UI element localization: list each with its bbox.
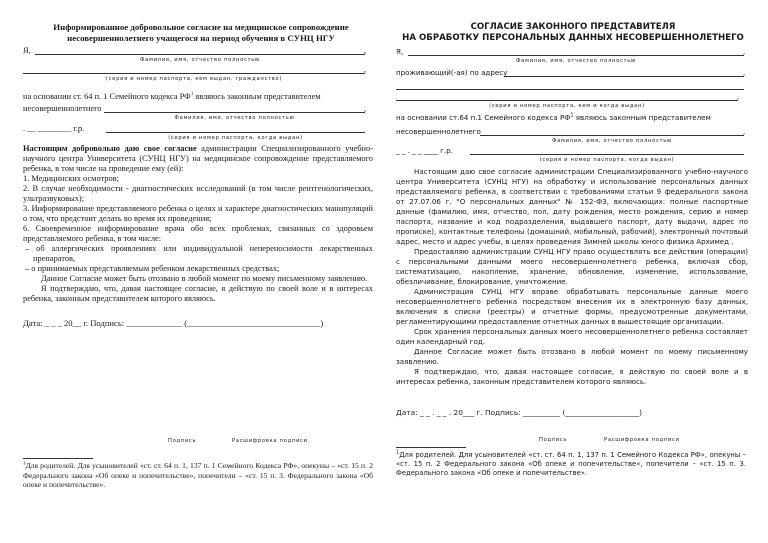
- ya-label: Я,: [396, 47, 404, 56]
- fio-line[interactable]: [408, 55, 744, 56]
- personal-data-title-line2: НА ОБРАБОТКУ ПЕРСОНАЛЬНЫХ ДАННЫХ НЕСОВЕРШЕННОЛЕТНЕГО: [402, 33, 744, 43]
- medical-consent-form: Информированное добровольное согласие на медицинское сопровождение несовершеннолетнего учащегося на период обучения в СУНЦ НГУ Я, , Фамилия, имя, отчество полностью , (серия и номер паспорта, кем выдан, гражданство) на основании ст. 64 п. 1 Семейного кодекса $РФ^1$ являюсь законным представителем несовершеннолетнего , Фамилия, имя, отчество полностью . __ ________ г.р. (серия и номер паспорта, когда выдан) Настоящим добровольно даю свое согласие администрации Специализированного учебно-научного центра Университета (СУНЦ НГУ) на медицинское сопровождение представляемого ребенка, в том числе на проведение ему (ей): 1. Медицинских осмотров; 2. В случае необходимости - диагностических исследований (в том числе рентгенологических, ультразвуковых); 3. Информирование представляемого ребенка о целях и характере диагностических манипуляций о том, что предстоит делать во время их проведения; 6. Своевременное информирование врача обо всех проблемах, связанных со здоровьем представляемого ребенка, в том числе: – об аллергических проявлениях или индивидуальной непереносимости лекарственных препаратов, – о принимаемых представляемым ребенком лекарственных средствах; Данное Согласие может быть отозвано в любой момент по моему письменному заявлению. Я подтверждаю, что, давая настоящее согласие, я действую по своей воле и в интересах ребенка, законным представителем которого являюсь. Дата: _ _ _ 20__ г. Подпись: _____________ (_______________________________) Подпись Расшифровка подписи $^1$Для родителей. Для усыновителей «ст. ст. 64 п. 1, 137 п. 1 Семейного Кодекса РФ», опекуны – «ст. 15 п. 2 Федерального закона «Об опеке и попечительстве», попечители – «ст. 15 п. 3. Федерального закона «Об опеке и попечительстве».: [23, 22, 373, 489]
- minor-fio-hint: Фамилия, имя, отчество полностью: [174, 115, 295, 121]
- minor-label: несовершеннолетнего: [23, 104, 102, 113]
- birth-date: _ _ . _ _ ____ г.р.: [396, 146, 453, 155]
- minor-fio-hint: Фамилия, имя, отчество полностью: [551, 138, 673, 144]
- personal-data-title-line1: СОГЛАСИЕ ЗАКОННОГО ПРЕДСТАВИТЕЛЯ: [470, 22, 676, 32]
- signature-caption: Подпись: [539, 437, 568, 443]
- passport-line[interactable]: [23, 73, 365, 74]
- ya-label: Я,: [23, 46, 31, 55]
- address-label: проживающий(-ая) по адресу: [396, 68, 508, 77]
- minor-label: несовершеннолетнего: [396, 127, 481, 136]
- address-line[interactable]: [504, 76, 744, 77]
- paragraph-purpose: Настоящим даю свое согласие администрации Специализированного учебно-научного центра Университета (СУНЦ НГУ) на обработку и использование персональных данных представляемого ребенка, в соответствии с требованиями статьи 9 федерального закона от 27.07.06 г. "О персональных данных" № 152-ФЗ, включающих: полные паспортные данные (фамилию, имя, отчество, пол, дату рождения, место рождения, серию и номер паспорта, название и код подразделения, выдавшего паспорт, дату выдачи, адрес по прописке), контактные телефоны (домашний, мобильный, рабочий), электронный почтовый адрес, место и адрес учебы, в целях проведения Зимней школы юного физика Архимед .: [396, 167, 748, 246]
- date-signature-line[interactable]: Дата: _ _ _ 20__ г. Подпись: _____________ (_______________________________): [23, 318, 324, 328]
- minor-fio-line[interactable]: [104, 112, 365, 113]
- footnote: $^1$Для родителей. Для усыновителей «ст. ст. 64 п. 1, 137 п. 1 Семейного Кодекса РФ», опекуны – «ст. 15 п. 2 Федерального закона «Об опеке и попечительстве», попечители – «ст. 15 п. 3. Федерального закона «Об опеке и попечительстве».: [23, 461, 373, 489]
- decode-caption: Расшифровка подписи: [232, 438, 308, 444]
- footnote: $^1$Для родителей. Для усыновителей «ст. ст. 64 п. 1, 137 п. 1 Семейного Кодекса РФ», опекуны – «ст. 15 п. 2 Федерального закона «Об опеке и попечительстве», попечители – «ст. 15 п. 3. Федерального закона «Об опеке и попечительстве».: [396, 449, 746, 478]
- passport-line[interactable]: [396, 100, 738, 101]
- subitem-allergy: – об аллергических проявлениях или индивидуальной непереносимости лекарственных препаратов,: [25, 244, 373, 263]
- date-signature-line[interactable]: Дата: _ _ . _ _ . 20___ г. Подпись: __________ (____________________): [396, 408, 643, 417]
- subitem-medicine: – о принимаемых представляемым ребенком лекарственных средствах;: [25, 264, 280, 273]
- decode-caption: Расшифровка подписи: [604, 437, 680, 443]
- minor-passport-line[interactable]: [470, 154, 744, 155]
- passport-hint: (серия и номер паспорта, кем выдан, гражданство): [105, 76, 283, 82]
- address-line-2[interactable]: [396, 89, 744, 90]
- revoke-text: Данное Согласие может быть отозвано в любой момент по моему письменному заявлению.: [41, 274, 368, 283]
- minor-fio-line[interactable]: [480, 135, 744, 136]
- basis-text: на основании ст. 64 п. 1 Семейного кодекса $РФ^1$ являюсь законным представителем: [23, 92, 321, 101]
- consent-body: Настоящим добровольно даю свое согласие администрации Специализированного учебно-научного центра Университета (СУНЦ НГУ) на медицинское сопровождение представляемого ребенка, в том числе на проведение ему (ей): 1. Медицинских осмотров; 2. В случае необходимости - диагностических исследований (в том числе рентгенологических, ультразвуковых); 3. Информирование представляемого ребенка о целях и характере диагностических манипуляций о том, что предстоит делать во время их проведения; 6. Своевременное информирование врача обо всех проблемах, связанных со здоровьем представляемого ребенка, в том числе: – об аллергических проявлениях или индивидуальной непереносимости лекарственных препаратов, – о принимаемых представляемым ребенком лекарственных средствах; Данное Согласие может быть отозвано в любой момент по моему письменному заявлению. Я подтверждаю, что, давая настоящее согласие, я действую по своей воле и в интересах ребенка, законным представителем которого являюсь.: [23, 144, 373, 303]
- consent-bold: Настоящим добровольно даю свое согласие: [23, 144, 197, 153]
- minor-passport-hint: (серия и номер паспорта, когда выдан): [168, 135, 303, 141]
- consent-body: [396, 167, 748, 387]
- paragraph-database: Администрация СУНЦ НГУ вправе обрабатывать персональные данные моего несовершеннолетнего ребенка посредством внесения их в электронную базу данных, включения в списки (реестры) и отчетные формы, предусмотренные документами, регламентирующими предоставление отчетных данных в вышестоящие организации.: [396, 287, 748, 326]
- item-2: 2. В случае необходимости - диагностических исследований (в том числе рентгенологических, ультразвуковых);: [23, 184, 373, 203]
- paragraph-retention: Срок хранения персональных данных моего несовершеннолетнего ребенка составляет один календарный год.: [396, 327, 748, 346]
- footnote-rule: [396, 447, 466, 448]
- item-3: 3. Информирование представляемого ребенка о целях и характере диагностических манипуляций о том, что предстоит делать во время их проведения;: [23, 204, 373, 223]
- confirm-text: Я подтверждаю, что, давая настоящее согласие, я действую по своей воле и в интересах ребенка, законным представителем которого являюсь.: [23, 284, 373, 303]
- personal-data-consent-form: СОГЛАСИЕ ЗАКОННОГО ПРЕДСТАВИТЕЛЯ НА ОБРАБОТКУ ПЕРСОНАЛЬНЫХ ДАННЫХ НЕСОВЕРШЕННОЛЕТНЕГО Я, , Фамилия, имя, отчество полностью проживающий(-ая) по адресу , , (серия и номер паспорта, кем и когда выдан) на основании ст.64 п.1 Семейного кодекса $РФ^1$ являюсь законным представителем несовершеннолетнего , Фамилия, имя, отчество полностью _ _ . _ _ ____ г.р. (серия и номер паспорта, когда выдан) Настоящим даю свое согласие администрации Специализированного учебно-научного центра Университета (СУНЦ НГУ) на обработку и использование персональных данных представляемого ребенка, в соответствии с требованиями статьи 9 федерального закона от 27.07.06 г. "О персональных данных" № 152-ФЗ, включающих: полные паспортные данные (фамилию, имя, отчество, пол, дату рождения, место рождения, серию и номер паспорта, название и код подразделения, выдавшего паспорт, дату выдачи, адрес по прописке), контактные телефоны (домашний, мобильный, рабочий), электронный почтовый адрес, место и адрес учебы, в целях проведения Зимней школы юного физика Архимед . Предоставляю администрации СУНЦ НГУ право осуществлять все действия (операции) с персональными данными моего несовершеннолетнего ребенка, включая сбор, систематизацию, накопление, хранение, обновление, изменение, использование, обезличивание, блокирование, уничтожение. Администрация СУНЦ НГУ вправе обрабатывать персональные данные моего несовершеннолетнего ребенка посредством внесения их в электронную базу данных, включения в списки (реестры) и отчетные формы, предусмотренные документами, регламентирующими предоставление отчетных данных в вышестоящие организации. Срок хранения персональных данных моего несовершеннолетнего ребенка составляет один календарный год. Данное Согласие может быть отозвано в любой момент по моему письменному заявлению. Я подтверждаю, что, давая настоящее согласие, я действую по своей воле и в интересах ребенка, законным представителем которого являюсь. Дата: _ _ . _ _ . 20___ г. Подпись: __________ (____________________) Подпись Расшифровка подписи $^1$Для родителей. Для усыновителей «ст. ст. 64 п. 1, 137 п. 1 Семейного Кодекса РФ», опекуны – «ст. 15 п. 2 Федерального закона «Об опеке и попечительстве», попечители – «ст. 15 п. 3. Федерального закона «Об опеке и попечительстве».: [394, 0, 752, 543]
- passport-hint: (серия и номер паспорта, кем и когда выдан): [489, 103, 645, 109]
- item-1: 1. Медицинских осмотров;: [23, 174, 119, 183]
- confirm-text: Я подтверждаю, что, давая настоящее согласие, я действую по своей воле и в интересах ребенка, законным представителем которого являюсь.: [396, 367, 748, 386]
- birth-date: . __ ________ г.р.: [23, 124, 85, 133]
- paragraph-actions: Предоставляю администрации СУНЦ НГУ право осуществлять все действия (операции) с персональными данными моего несовершеннолетнего ребенка, включая сбор, систематизацию, накопление, хранение, обновление, изменение, использование, обезличивание, блокирование, уничтожение.: [396, 247, 748, 286]
- signature-caption: Подпись: [168, 438, 197, 444]
- fio-hint: Фамилия, имя, отчество полностью: [515, 58, 637, 64]
- footnote-rule: [23, 458, 93, 459]
- minor-passport-hint: (серия и номер паспорта, когда выдан): [539, 157, 675, 163]
- medical-consent-title: Информированное добровольное согласие на медицинское сопровождение несовершеннолетнего учащегося на период обучения в СУНЦ НГУ: [53, 22, 349, 43]
- minor-passport-line[interactable]: [106, 132, 365, 133]
- basis-text: на основании ст.64 п.1 Семейного кодекса $РФ^1$ являюсь законным представителем: [396, 112, 711, 122]
- item-6: 6. Своевременное информирование врача обо всех проблемах, связанных со здоровьем представляемого ребенка, в том числе:: [23, 224, 373, 243]
- revoke-text: Данное Согласие может быть отозвано в любой момент по моему письменному заявлению.: [396, 347, 748, 366]
- fio-line[interactable]: [35, 54, 365, 55]
- fio-hint: Фамилия, имя, отчество полностью: [139, 57, 261, 63]
